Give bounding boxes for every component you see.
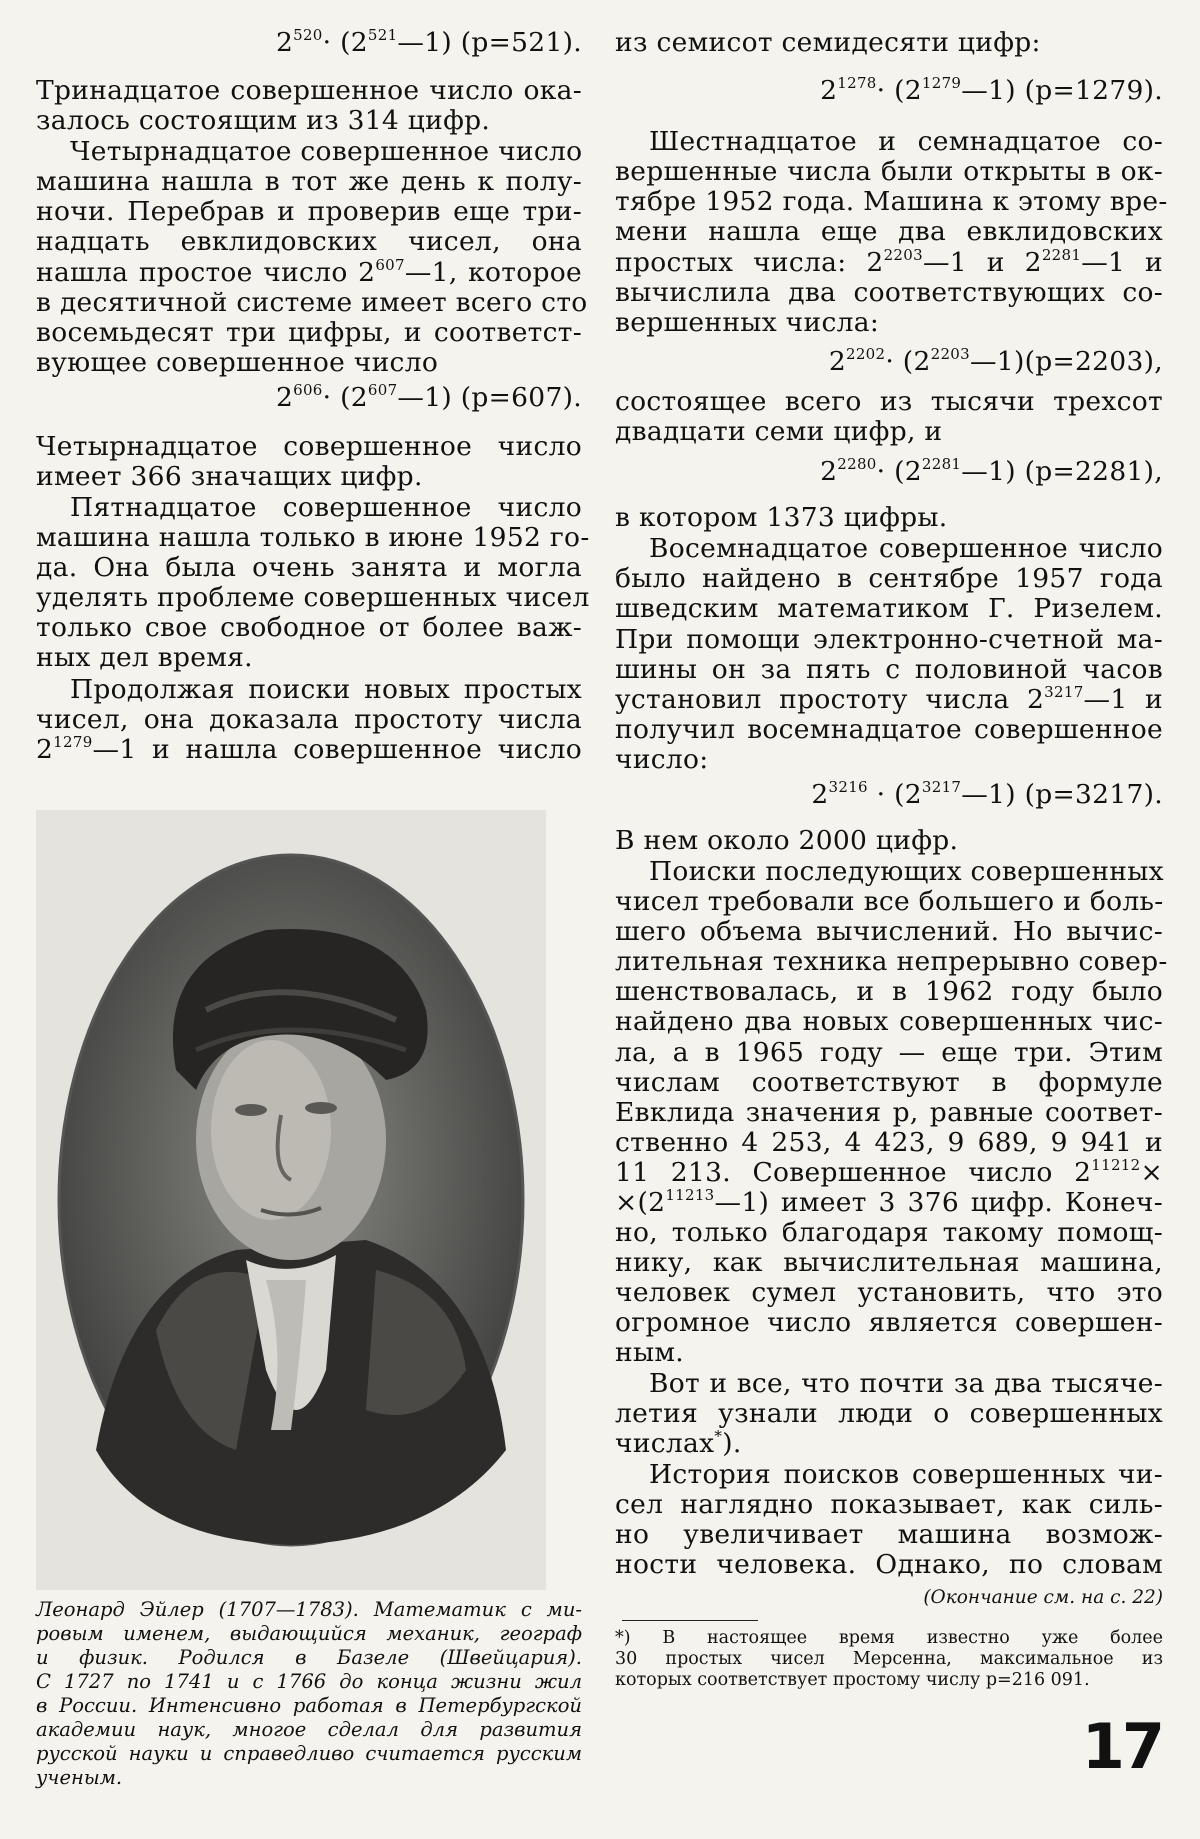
text-line: тябре 1952 года. Машина к этому вре-: [615, 186, 1168, 217]
text-line: лительная техника непрерывно совер-: [615, 946, 1168, 977]
text-line: ственно 4 253, 4 423, 9 689, 9 941 и: [615, 1127, 1163, 1158]
text-line: надцать евклидовских чисел, она: [36, 226, 582, 257]
text-line: из семисот семидесяти цифр:: [615, 27, 1041, 58]
text-line: Поиски последующих совершенных: [649, 856, 1164, 887]
text-line: Шестнадцатое и семнадцатое со-: [649, 126, 1163, 157]
text-line: огромное число является совершен-: [615, 1307, 1163, 1338]
text-line: восемьдесят три цифры, и соответст-: [36, 317, 582, 348]
caption-line: ученым.: [36, 1766, 123, 1789]
text-line: Вот и все, что почти за два тысяче-: [649, 1368, 1163, 1399]
text-line: шего объема вычислений. Но вычис-: [615, 916, 1163, 947]
text-line: найдено два новых совершенных чис-: [615, 1006, 1163, 1037]
caption-line: и физик. Родился в Базеле (Швейцария).: [36, 1646, 582, 1669]
formula-p2203: $2^{2202}\cdot$ $(2^{2203}—1)(p=2203)$,: [828, 345, 1163, 377]
text-line: в десятичной системе имеет всего сто: [36, 287, 588, 318]
text-line: вершенные числа были открыты в ок-: [615, 156, 1163, 187]
text-line: но, только благодаря такому помощ-: [615, 1217, 1163, 1248]
text-line: летия узнали люди о совершенных: [615, 1398, 1163, 1429]
text-line: вершенных числа:: [615, 307, 880, 338]
text-line: шины он за пять с половиной часов: [615, 654, 1163, 685]
text-line: ности человека. Однако, по словам: [615, 1549, 1163, 1580]
text-line: шведским математиком Г. Ризелем.: [615, 593, 1163, 624]
text-line: машина нашла только в июне 1952 го-: [36, 522, 590, 553]
footnote-divider: [622, 1620, 758, 1621]
text-line: вующее совершенное число: [36, 347, 439, 378]
text-line: Евклида значения p, равные соответ-: [615, 1097, 1163, 1128]
caption-line: ровым именем, выдающийся механик, географ: [36, 1622, 582, 1645]
text-line: чисел требовали все большего и боль-: [615, 886, 1164, 917]
text-line: состоящее всего из тысячи трехсот: [615, 386, 1163, 417]
text-line: ным.: [615, 1337, 684, 1368]
text-line: ночи. Перебрав и проверив еще три-: [36, 196, 582, 227]
text-line: При помощи электронно-счетной ма-: [615, 624, 1163, 655]
text-line: получил восемнадцатое совершенное: [615, 714, 1163, 745]
text-line: только свое свободное от более важ-: [36, 612, 582, 643]
text-line: История поисков совершенных чи-: [649, 1459, 1163, 1490]
text-line: нашла простое число $2^{607}—1$, которое: [36, 256, 582, 288]
formula-p3217: $2^{3216}$ · $(2^{3217}—1)$ (p=3217).: [811, 778, 1163, 810]
footnote-line: *) В настоящее время известно уже более: [615, 1628, 1163, 1648]
text-line: человек сумел установить, что это: [615, 1277, 1163, 1308]
text-line: было найдено в сентябре 1957 года: [615, 563, 1163, 594]
formula-p521: $2^{520}\cdot$ $(2^{521}—1)$ (p=521).: [275, 26, 582, 58]
text-line: числах*).: [615, 1427, 742, 1459]
footnote-line: которых соответствует простому числу p=216 091.: [615, 1670, 1090, 1690]
caption-line: академии наук, многое сделал для развития: [36, 1718, 582, 1741]
text-line: Четырнадцатое совершенное число: [36, 431, 582, 462]
text-line: установил простоту числа $2^{3217}—1$ и: [615, 683, 1163, 715]
text-line: да. Она была очень занята и могла: [36, 552, 582, 583]
text-line: чисел, она доказала простоту числа: [36, 704, 582, 735]
text-line: Тринадцатое совершенное число ока-: [36, 75, 582, 106]
formula-p2281: $2^{2280}\cdot$ $(2^{2281}—1)$ (p=2281),: [820, 455, 1163, 487]
text-line: ных дел время.: [36, 642, 253, 673]
text-line: сел наглядно показывает, как силь-: [615, 1489, 1163, 1520]
text-line: число:: [615, 744, 709, 775]
text-line: вычислила два соответствующих со-: [615, 277, 1163, 308]
text-line: Четырнадцатое совершенное число: [70, 136, 583, 167]
text-line: Восемнадцатое совершенное число: [649, 533, 1163, 564]
text-line: машина нашла в тот же день к полу-: [36, 166, 582, 197]
caption-line: в России. Интенсивно работая в Петербургской: [36, 1694, 582, 1717]
page-number: 17: [1081, 1710, 1162, 1783]
euler-portrait: [36, 810, 546, 1590]
footnote-line: 30 простых чисел Мерсенна, максимальное из: [615, 1649, 1163, 1669]
formula-p1279: $2^{1278}\cdot$ $(2^{1279}—1)$ (p=1279).: [820, 74, 1163, 106]
text-line: $2^{1279}—1$ и нашла совершенное число: [36, 733, 582, 765]
text-line: имеет 366 значащих цифр.: [36, 461, 423, 492]
text-line: В нем около 2000 цифр.: [615, 825, 959, 856]
text-line: залось состоящим из 314 цифр.: [36, 105, 491, 136]
caption-line: С 1727 по 1741 и с 1766 до конца жизни жил: [36, 1670, 582, 1693]
text-line: шенствовалась, и в 1962 году было: [615, 976, 1163, 1007]
caption-line: Леонард Эйлер (1707—1783). Математик с ми-: [36, 1598, 582, 1621]
text-line: мени нашла еще два евклидовских: [615, 216, 1163, 247]
text-line: двадцати семи цифр, и: [615, 416, 943, 447]
caption-line: русской науки и справедливо считается русским: [36, 1742, 582, 1765]
text-line: Продолжая поиски новых простых: [70, 674, 582, 705]
text-line: нику, как вычислительная машина,: [615, 1247, 1163, 1278]
text-line: но увеличивает машина возмож-: [615, 1519, 1163, 1550]
text-line: ла, а в 1965 году — еще три. Этим: [615, 1037, 1163, 1068]
portrait-image: [36, 810, 546, 1590]
text-line: в котором 1373 цифры.: [615, 502, 948, 533]
continuation-note: (Окончание см. на с. 22): [923, 1587, 1163, 1608]
text-line: уделять проблеме совершенных чисел: [36, 582, 590, 613]
formula-p607: $2^{606}\cdot$ $(2^{607}—1)$ (p=607).: [275, 381, 582, 413]
text-line: числам соответствуют в формуле: [615, 1067, 1163, 1098]
text-line: простых числа: $2^{2203}—1$ и $2^{2281}—1$ и: [615, 246, 1164, 278]
text-line: 11 213. Совершенное число $2^{11212}\times$: [615, 1156, 1163, 1188]
text-line: $\times(2^{11213}—1)$ имеет 3 376 цифр. Конеч-: [615, 1186, 1163, 1218]
text-line: Пятнадцатое совершенное число: [70, 492, 582, 523]
